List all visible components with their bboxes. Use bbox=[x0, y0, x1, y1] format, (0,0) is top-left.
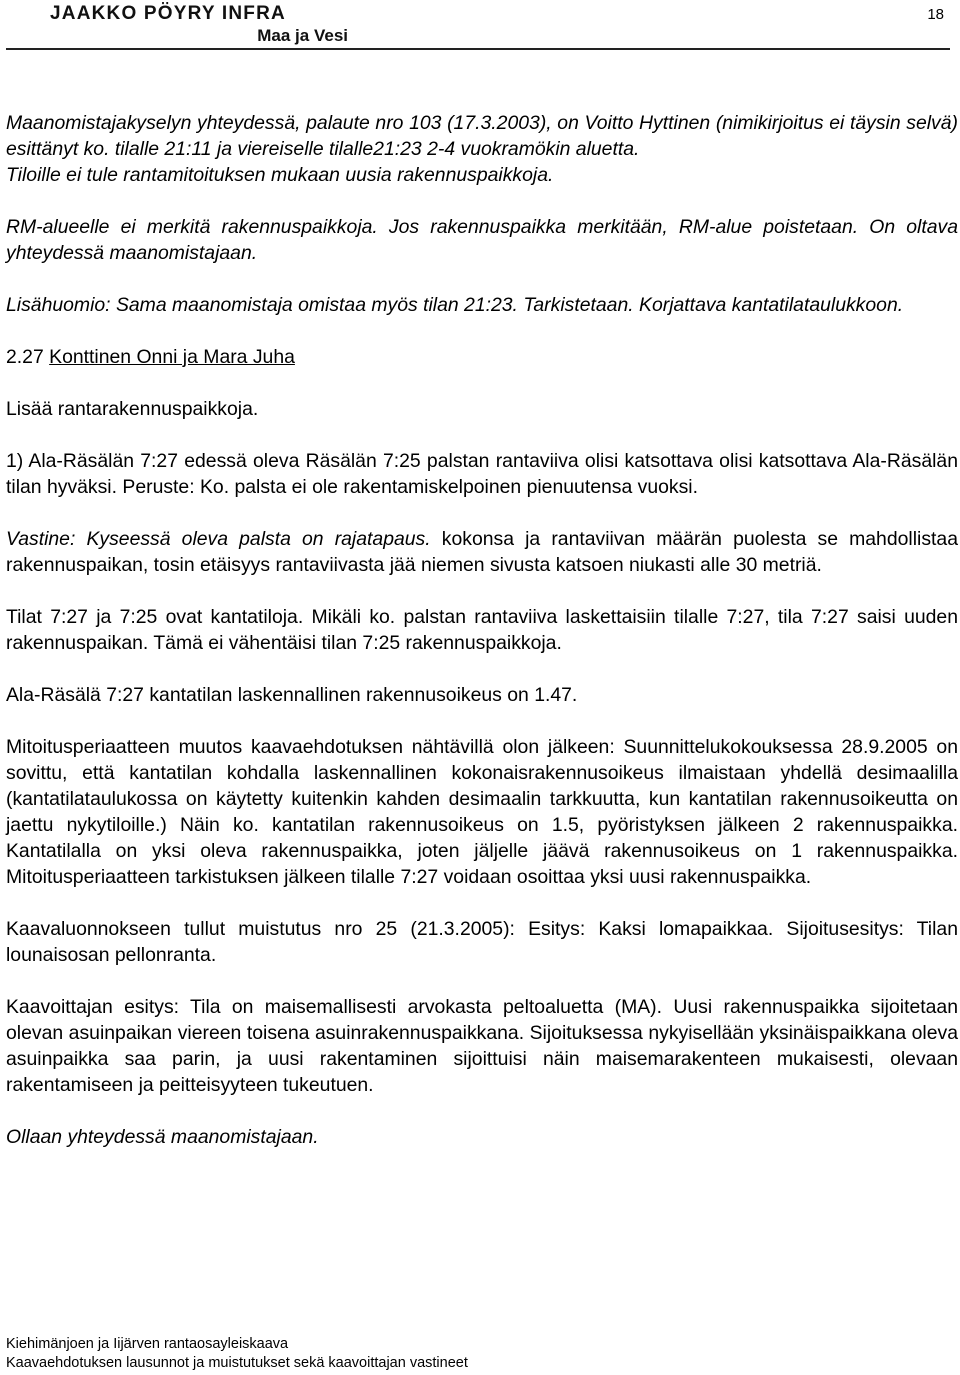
header-divider bbox=[6, 48, 950, 50]
section-title: Konttinen Onni ja Mara Juha bbox=[49, 346, 295, 368]
response-label: Vastine: Kyseessä oleva palsta on rajatapaus. bbox=[6, 528, 431, 550]
document-body bbox=[6, 110, 958, 1176]
section-number: 2.27 bbox=[6, 346, 44, 368]
paragraph-12: Ollaan yhteydessä maanomistajaan. bbox=[6, 1126, 319, 1148]
paragraph-1b: Tiloille ei tule rantamitoituksen mukaan uusia rakennuspaikkoja. bbox=[6, 164, 554, 186]
paragraph-7: Tilat 7:27 ja 7:25 ovat kantatiloja. Mikäli ko. palstan rantaviiva laskettaisiin tilalle 7:27, tila 7:27 saisi uuden rakennuspaikan. Tämä ei vähentäisi tilan 7:25 rakennuspaikkoja. bbox=[6, 606, 958, 654]
footer-line-1: Kiehimänjoen ja Iijärven rantaosayleiskaava bbox=[6, 1336, 289, 1352]
page-number: 18 bbox=[927, 6, 944, 23]
logo-subtitle: Maa ja Vesi bbox=[257, 26, 348, 45]
paragraph-6 bbox=[6, 526, 958, 578]
company-logo bbox=[50, 4, 350, 48]
paragraph-4: Lisää rantarakennuspaikkoja. bbox=[6, 398, 259, 420]
response-text: kokonsa ja rantaviivan määrän puolesta se mahdollistaa rakennuspaikan, tosin etäisyys rantaviivasta jää niemen sivusta katsoen niukasti alle 30 metriä. bbox=[6, 528, 958, 576]
paragraph-1: Maanomistajakyselyn yhteydessä, palaute nro 103 (17.3.2003), on Voitto Hyttinen (nimikirjoitus ei täysin selvä) esittänyt ko. tilalle 21:11 ja viereiselle tilalle21:23 2-4 vuokramökin aluetta. bbox=[6, 112, 958, 160]
paragraph-10: Kaavaluonnokseen tullut muistutus nro 25 (21.3.2005): Esitys: Kaksi lomapaikkaa. Sijoitusesitys: Tilan lounaisosan pellonranta. bbox=[6, 918, 958, 966]
paragraph-9: Mitoitusperiaatteen muutos kaavaehdotuksen nähtävillä olon jälkeen: Suunnittelukokouksessa 28.9.2005 on sovittu, että kantatilan kohdalla laskennallinen kokonaisrakennusoikeus ilmaistaan yhdellä desimaalilla (kantatilataulukossa on käytetty kuitenkin kahden desimaalin tarkkuutta, kun kantatilan rakennusoikeutta on jaettu nykytiloille.) Näin ko. kantatilan rakennusoikeus on 1.5, pyöristyksen jälkeen 2 rakennuspaikka. Kantatilalla on yksi oleva rakennuspaikka, joten jäljelle jäävä rakennusoikeus on 1 rakennuspaikka. Mitoitusperiaatteen tarkistuksen jälkeen tilalle 7:27 voidaan osoittaa yksi uusi rakennuspaikka. bbox=[6, 736, 958, 888]
paragraph-2: RM-alueelle ei merkitä rakennuspaikkoja. Jos rakennuspaikka merkitään, RM-alue poistetaan. On oltava yhteydessä maanomistajaan. bbox=[6, 216, 958, 264]
section-heading bbox=[6, 344, 958, 370]
paragraph-3: Lisähuomio: Sama maanomistaja omistaa myös tilan 21:23. Tarkistetaan. Korjattava kantatilataulukkoon. bbox=[6, 294, 904, 316]
paragraph-8: Ala-Räsälä 7:27 kantatilan laskennallinen rakennusoikeus on 1.47. bbox=[6, 684, 578, 706]
paragraph-11: Kaavoittajan esitys: Tila on maisemallisesti arvokasta peltoaluetta (MA). Uusi rakennuspaikka sijoitetaan olevan asuinpaikan viereen toisena asuinrakennuspaikkana. Sijoituksessa nykyisellään yksinäispaikkana oleva asuinpaikka saa parin, ja uusi rakentaminen sijoittuisi näin maisemarakenteen mukaisesti, olevaan rakentamiseen ja peitteisyyteen tukeutuen. bbox=[6, 996, 958, 1096]
page-footer bbox=[6, 1335, 468, 1373]
logo-wordmark: JAAKKO PÖYRY INFRA bbox=[50, 3, 286, 24]
footer-line-2: Kaavaehdotuksen lausunnot ja muistutukset sekä kaavoittajan vastineet bbox=[6, 1355, 468, 1371]
paragraph-5: 1) Ala-Räsälän 7:27 edessä oleva Räsälän 7:25 palstan rantaviiva olisi katsottava olisi katsottava Ala-Räsälän tilan hyväksi. Peruste: Ko. palsta ei ole rakentamiskelpoinen pienuutensa vuoksi. bbox=[6, 450, 958, 498]
